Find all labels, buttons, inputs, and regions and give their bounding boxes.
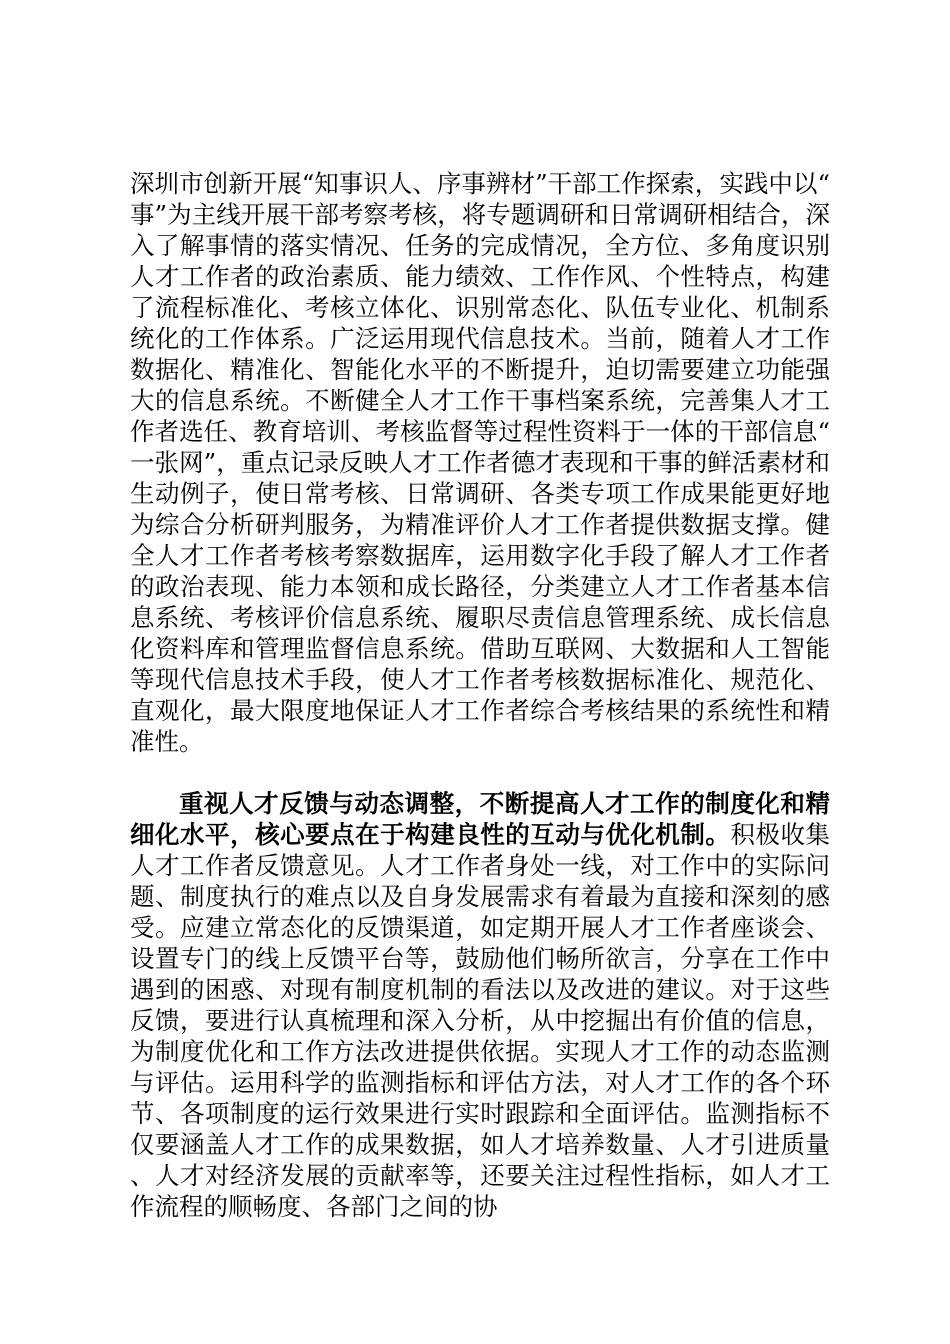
document-body xyxy=(130,168,830,1222)
paragraph-2-lead-bold: 重视人才反馈与动态调整，不断提高人才工作的制度化和精细化水平，核心要点在于构建良性的互动与优化机制。 xyxy=(130,789,830,849)
paragraph-feedback-adjustment xyxy=(130,788,830,1222)
paragraph-2-text: 积极收集人才工作者反馈意见。人才工作者身处一线，对工作中的实际问题、制度执行的难点以及自身发展需求有着最为直接和深刻的感受。应建立常态化的反馈渠道，如定期开展人才工作者座谈会、设置专门的线上反馈平台等，鼓励他们畅所欲言，分享在工作中遇到的困惑、对现有制度机制的看法以及改进的建议。对于这些反馈，要进行认真梳理和深入分析，从中挖掘出有价值的信息，为制度优化和工作方法改进提供依据。实现人才工作的动态监测与评估。运用科学的监测指标和评估方法，对人才工作的各个环节、各项制度的运行效果进行实时跟踪和全面评估。监测指标不仅要涵盖人才工作的成果数据，如人才培养数量、人才引进质量、人才对经济发展的贡献率等，还要关注过程性指标，如人才工作流程的顺畅度、各部门之间的协 xyxy=(130,820,831,1221)
paragraph-1-text: 深圳市创新开展“知事识人、序事辨材”干部工作探索，实践中以“事”为主线开展干部考察考核，将专题调研和日常调研相结合，深入了解事情的落实情况、任务的完成情况，全方位、多角度识别人才工作者的政治素质、能力绩效、工作作风、个性特点，构建了流程标准化、考核立体化、识别常态化、队伍专业化、机制系统化的工作体系。广泛运用现代信息技术。当前，随着人才工作数据化、精准化、智能化水平的不断提升，迫切需要建立功能强大的信息系统。不断健全人才工作干事档案系统，完善集人才工作者选任、教育培训、考核监督等过程性资料于一体的干部信息“一张网”，重点记录反映人才工作者德才表现和干事的鲜活素材和生动例子，使日常考核、日常调研、各类专项工作成果能更好地为综合分析研判服务，为精准评价人才工作者提供数据支撑。健全人才工作者考核考察数据库，运用数字化手段了解人才工作者的政治表现、能力本领和成长路径，分类建立人才工作者基本信息系统、考核评价信息系统、履职尽责信息管理系统、成长信息化资料库和管理监督信息系统。借助互联网、大数据和人工智能等现代信息技术手段，使人才工作者考核数据标准化、规范化、直观化，最大限度地保证人才工作者综合考核结果的系统性和精准性。 xyxy=(130,169,830,756)
paragraph-digital-info-systems xyxy=(130,168,830,757)
